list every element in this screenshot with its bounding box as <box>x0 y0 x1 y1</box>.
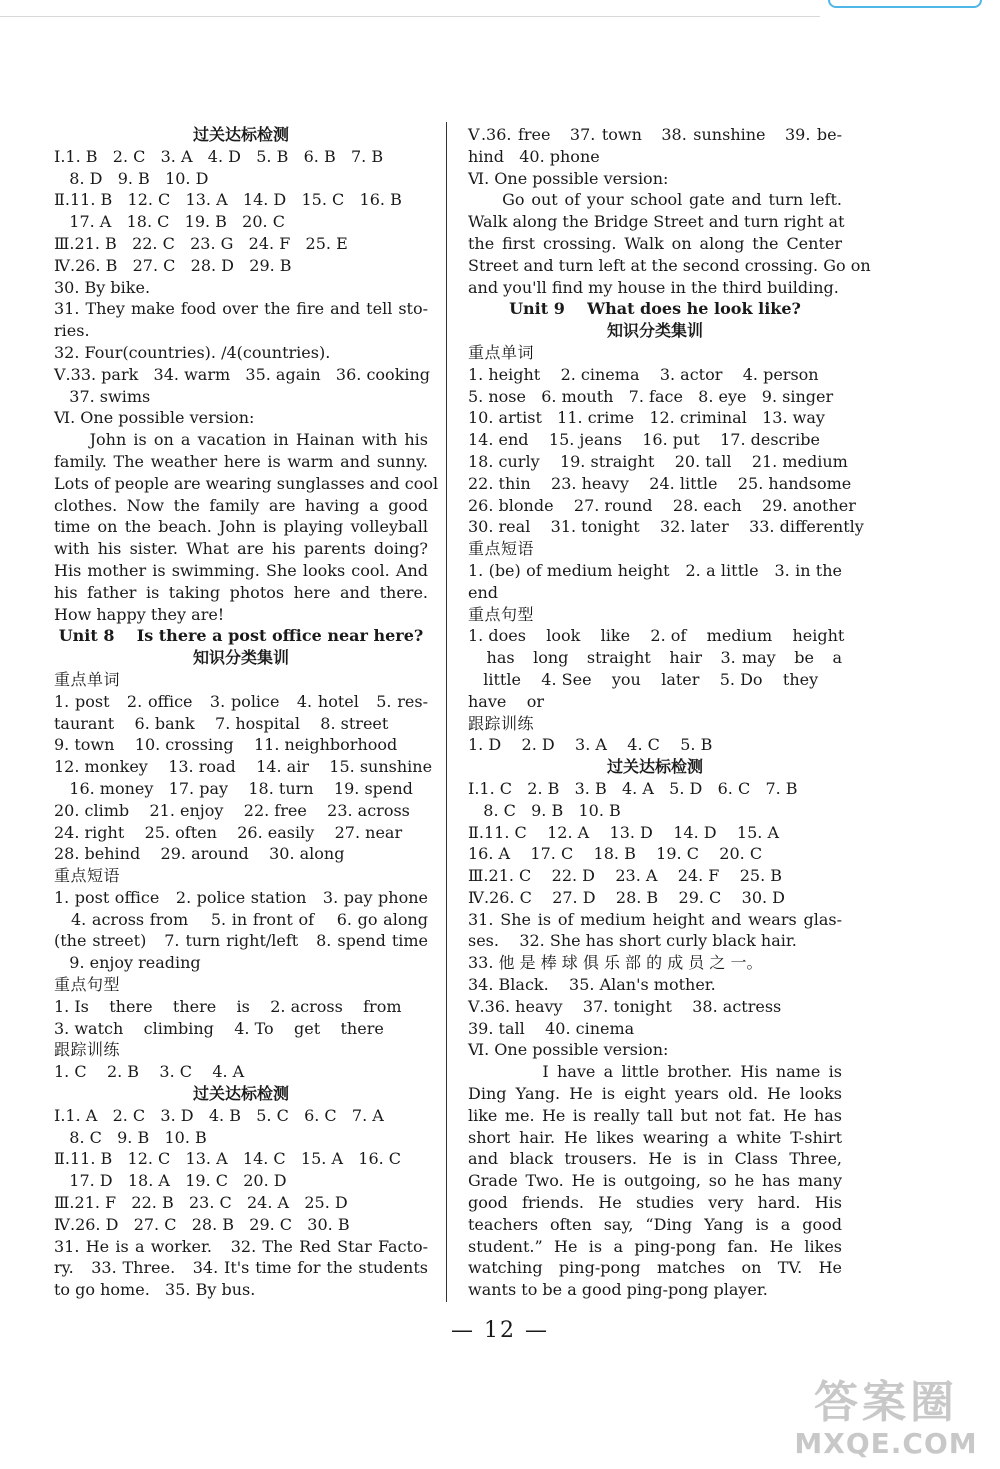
right-column-line: Ⅵ. One possible version: <box>468 1040 669 1060</box>
right-column-line: Walk along the Bridge Street and turn right at <box>468 212 845 232</box>
right-column-line: 16. A 17. C 18. B 19. C 20. C <box>468 844 763 864</box>
right-column-line: hind 40. phone <box>468 146 600 166</box>
right-column-line: 1. height 2. cinema 3. actor 4. person <box>468 364 819 384</box>
right-column-line: Ⅰ.1. C 2. B 3. B 4. A 5. D 6. C 7. B <box>468 778 798 798</box>
left-column-line: 1. post office 2. police station 3. pay phone <box>54 887 428 907</box>
left-column-line: 20. climb 21. enjoy 22. free 23. across <box>54 800 410 820</box>
right-column-line: Ⅲ.21. C 22. D 23. A 24. F 25. B <box>468 866 783 886</box>
right-column-line: Grade Two. He is outgoing, so he has many <box>468 1171 842 1191</box>
right-column-line: has long straight hair 3. may be a <box>468 648 842 668</box>
right-column-line: 5. nose 6. mouth 7. face 8. eye 9. singer <box>468 386 834 406</box>
right-column-line: 重点句型 <box>468 604 535 624</box>
left-column-line: 8. C 9. B 10. B <box>54 1127 207 1147</box>
left-column-line: Ⅱ.11. B 12. C 13. A 14. D 15. C 16. B <box>54 190 402 210</box>
left-column-line: Ⅵ. One possible version: <box>54 408 255 428</box>
top-rule <box>0 16 820 17</box>
right-column-line: good friends. He studies very hard. His <box>468 1193 842 1213</box>
left-column-line: 31. They make food over the fire and tell sto- <box>54 299 428 319</box>
right-column-line: 1. D 2. D 3. A 4. C 5. B <box>468 735 713 755</box>
left-column-line: 12. monkey 13. road 14. air 15. sunshine <box>54 757 433 777</box>
left-column-line: 32. Four(countries). /4(countries). <box>54 342 331 362</box>
left-column-line: his father is taking photos here and there. <box>54 582 428 602</box>
left-column-line: with his sister. What are his parents doing? <box>54 539 428 559</box>
left-column-line: 9. town 10. crossing 11. neighborhood <box>54 735 398 755</box>
right-column-line: student.” He is a ping-pong fan. He likes <box>468 1236 842 1256</box>
left-column-line: ries. <box>54 321 90 341</box>
right-column-line: 39. tall 40. cinema <box>468 1018 635 1038</box>
left-column-line: 3. watch climbing 4. To get there <box>54 1018 384 1038</box>
right-column-line: Ⅵ. One possible version: <box>468 168 669 188</box>
left-column-line: Unit 8 Is there a post office near here? <box>58 626 424 646</box>
right-column-line: wants to be a good ping-pong player. <box>468 1280 768 1300</box>
right-column-line: 26. blonde 27. round 28. each 29. another <box>468 495 856 515</box>
right-column-line: 22. thin 23. heavy 24. little 25. handsome <box>468 473 852 493</box>
left-column-line: 重点短语 <box>54 866 121 886</box>
right-column <box>468 124 871 1301</box>
column-divider <box>446 122 447 1302</box>
left-column-line: taurant 6. bank 7. hospital 8. street <box>54 713 389 733</box>
right-column-line: little 4. See you later 5. Do they <box>468 669 819 689</box>
left-column-line: 1. C 2. B 3. C 4. A <box>54 1062 245 1082</box>
right-column-line: the first crossing. Walk on along the Center <box>468 233 842 253</box>
left-column-line: 1. Is there there is 2. across from <box>54 996 402 1016</box>
left-column-line: 17. A 18. C 19. B 20. C <box>54 212 285 232</box>
right-column-line: 31. She is of medium height and wears glas- <box>468 909 842 929</box>
right-column-line: Ⅴ.36. free 37. town 38. sunshine 39. be- <box>468 125 842 144</box>
left-column-line: How happy they are! <box>54 604 225 624</box>
right-column-line: 1. does look like 2. of medium height <box>468 626 845 646</box>
right-column-line: teachers often say, “Ding Yang is a good <box>468 1214 842 1234</box>
left-column-line: Ⅴ.33. park 34. warm 35. again 36. cooking <box>54 364 431 384</box>
right-column-line: Ⅱ.11. C 12. A 13. D 14. D 15. A <box>468 822 779 842</box>
right-column-line: short hair. He likes wearing a white T-shirt <box>468 1127 842 1147</box>
right-column-line: Unit 9 What does he look like? <box>509 299 801 319</box>
left-column-line: 过关达标检测 <box>192 1084 289 1104</box>
left-column-line: 30. By bike. <box>54 277 151 297</box>
left-column-line: ry. 33. Three. 34. It's time for the students <box>54 1258 428 1278</box>
left-column-line: 知识分类集训 <box>192 648 289 668</box>
right-column-line: end <box>468 582 499 602</box>
corner-tab-decoration <box>828 0 982 8</box>
left-column-line: clothes. Now the family are having a good <box>54 495 428 515</box>
left-column-line: Ⅲ.21. B 22. C 23. G 24. F 25. E <box>54 233 348 253</box>
left-column-line: family. The weather here is warm and sunny. <box>54 451 428 471</box>
right-column-line: 重点单词 <box>468 342 535 362</box>
left-column-line: Ⅳ.26. B 27. C 28. D 29. B <box>54 255 292 275</box>
right-column-line: like me. He is really tall but not fat. He has <box>468 1105 842 1125</box>
left-column-line: Lots of people are wearing sunglasses and cool <box>54 473 439 493</box>
right-column-line: 33. 他 是 棒 球 俱 乐 部 的 成 员 之 一。 <box>468 953 763 973</box>
right-column-line: Ding Yang. He is eight years old. He looks <box>468 1084 842 1104</box>
left-column-line: Ⅱ.11. B 12. C 13. A 14. C 15. A 16. C <box>54 1149 402 1169</box>
left-column-line: 9. enjoy reading <box>54 953 201 973</box>
left-column-line: 17. D 18. A 19. C 20. D <box>54 1171 287 1191</box>
right-column-line: 18. curly 19. straight 20. tall 21. medium <box>468 451 848 471</box>
right-column-line: 过关达标检测 <box>606 757 703 777</box>
page-number: — 12 — <box>451 1318 549 1343</box>
left-column-line: 过关达标检测 <box>192 125 289 144</box>
left-column-line: Ⅰ.1. B 2. C 3. A 4. D 5. B 6. B 7. B <box>54 146 384 166</box>
left-column-line: 37. swims <box>54 386 151 406</box>
right-column-line: watching ping-pong matches on TV. He <box>468 1258 842 1278</box>
right-column-line: Ⅳ.26. C 27. D 28. B 29. C 30. D <box>468 887 785 907</box>
watermark <box>786 1378 986 1460</box>
left-column-line: John is on a vacation in Hainan with his <box>54 430 428 450</box>
right-column-line: 8. C 9. B 10. B <box>468 800 621 820</box>
right-column-line: have or <box>468 691 544 711</box>
left-column-line: time on the beach. John is playing volleyball <box>54 517 428 537</box>
left-column-line: 16. money 17. pay 18. turn 19. spend <box>54 778 413 798</box>
right-column-line: 30. real 31. tonight 32. later 33. differently <box>468 517 864 537</box>
right-column-line: 跟踪训练 <box>468 713 535 733</box>
right-column-line: 14. end 15. jeans 16. put 17. describe <box>468 430 820 450</box>
left-column-line: Ⅲ.21. F 22. B 23. C 24. A 25. D <box>54 1193 348 1213</box>
left-column-line: 跟踪训练 <box>54 1040 121 1060</box>
right-column-line: ses. 32. She has short curly black hair. <box>468 931 797 951</box>
right-column-line: and you'll find my house in the third building. <box>468 277 839 297</box>
left-column-line: 重点句型 <box>54 975 121 995</box>
watermark-en: MXQE.COM <box>794 1427 978 1460</box>
right-column-line: Street and turn left at the second crossing. Go on <box>468 255 871 275</box>
left-column-line: 31. He is a worker. 32. The Red Star Facto- <box>54 1236 428 1256</box>
left-column-line: 重点单词 <box>54 669 121 689</box>
right-column-line: 知识分类集训 <box>606 321 703 341</box>
left-column-line: to go home. 35. By bus. <box>54 1280 256 1300</box>
right-column-line: 重点短语 <box>468 539 535 559</box>
watermark-cn: 答案圈 <box>814 1377 958 1428</box>
right-column-line: I have a little brother. His name is <box>468 1062 842 1082</box>
right-column-line: 10. artist 11. crime 12. criminal 13. way <box>468 408 825 428</box>
left-column-line: 4. across from 5. in front of 6. go along <box>54 909 428 929</box>
right-column-line: 1. (be) of medium height 2. a little 3. in the <box>468 560 842 580</box>
right-column-line: Go out of your school gate and turn left. <box>468 190 842 210</box>
left-column-line: Ⅳ.26. D 27. C 28. B 29. C 30. B <box>54 1214 350 1234</box>
right-column-line: Ⅴ.36. heavy 37. tonight 38. actress <box>468 996 782 1016</box>
right-column-line: 34. Black. 35. Alan's mother. <box>468 975 716 995</box>
left-column-line: 8. D 9. B 10. D <box>54 168 209 188</box>
left-column-line: 1. post 2. office 3. police 4. hotel 5. res- <box>54 691 428 711</box>
left-column-line: 24. right 25. often 26. easily 27. near <box>54 822 403 842</box>
right-column-line: and black trousers. He is in Class Three, <box>468 1149 842 1169</box>
left-column-line: (the street) 7. turn right/left 8. spend time <box>54 931 428 951</box>
left-column <box>54 124 439 1301</box>
left-column-line: Ⅰ.1. A 2. C 3. D 4. B 5. C 6. C 7. A <box>54 1105 384 1125</box>
left-column-line: His mother is swimming. She looks cool. And <box>54 560 428 580</box>
left-column-line: 28. behind 29. around 30. along <box>54 844 345 864</box>
